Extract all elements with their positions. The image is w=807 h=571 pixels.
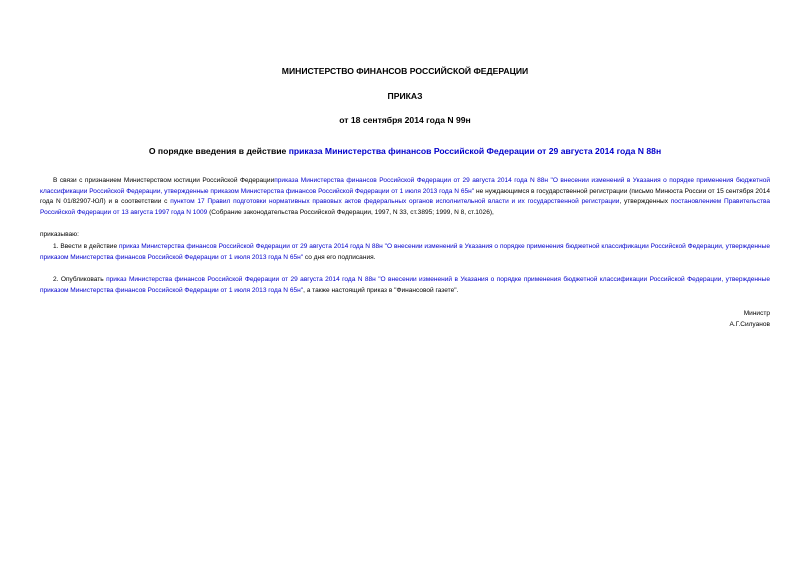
subject-link[interactable]: приказа Министерства финансов Российской Федерации от 29 августа 2014 года N 88н [288, 146, 662, 156]
signature-name: А.Г.Силуанов [729, 320, 770, 328]
item2-text-1: 2. Опубликовать [53, 276, 107, 284]
document-page [40, 66, 770, 331]
item1-link-order-88n[interactable]: приказ Министерства финансов Российской Федерации от 29 августа 2014 года N 88н "О внесении изменений в Указания о порядке применения бюджетной классификации Российской Федерации, утвержденные приказом Министерства финансов Российской Федерации от 1 июля 2013 года N 65н" [40, 242, 770, 261]
document-date-number: от 18 сентября 2014 года N 99н [339, 115, 471, 125]
item2-text-2: , а также настоящий приказ в "Финансовой газете". [303, 286, 459, 294]
intro-text-2: не нуждающимся в государственной регистрации (письмо Минюста России от 15 сентября 2014 года N 01/82907-ЮЛ) и в соответствии с [40, 187, 771, 206]
order-item-1 [40, 242, 770, 263]
subject-prefix: О порядке введения в действие [148, 146, 289, 156]
intro-text-4: (Собрание законодательства Российской Федерации, 1997, N 33, ст.3895; 1999, N 8, ст.1026), [207, 208, 494, 216]
ministry-title: МИНИСТЕРСТВО ФИНАНСОВ РОССИЙСКОЙ ФЕДЕРАЦИИ [281, 66, 529, 76]
order-item-2 [40, 275, 770, 296]
intro-paragraph [40, 176, 770, 218]
item1-text-2: со дня его подписания. [303, 253, 376, 261]
intro-link-rules-point-17[interactable]: пунктом 17 Правил подготовки нормативных правовых актов федеральных органов исполнительной власти и их государственной регистрации [170, 198, 620, 206]
signature-title: Министр [743, 310, 770, 318]
document-subject [40, 146, 770, 157]
item1-text-1: 1. Ввести в действие [53, 242, 119, 250]
intro-text-1: В связи с признанием Министерством юстиции Российской Федерации [53, 177, 275, 184]
item2-link-order-88n[interactable]: приказ Министерства финансов Российской Федерации от 29 августа 2014 года N 88н "О внесении изменений в Указания о порядке применения бюджетной классификации Российской Федерации, утвержденные приказом Министерства финансов Российской Федерации от 1 июля 2013 года N 65н" [40, 276, 770, 294]
document-type: ПРИКАЗ [387, 91, 423, 101]
order-word: приказываю: [40, 231, 79, 239]
intro-text-3: , утвержденных [619, 198, 671, 206]
intro-link-order-88n[interactable]: приказа Министерства финансов Российской Федерации от 29 августа 2014 года N 88н "О внесении изменений в Указания о порядке применения бюджетной классификации Российской Федерации, утвержденные приказом Министерства финансов Российской Федерации от 1 июля 2013 года N 65н" [40, 177, 770, 195]
intro-link-government-decree[interactable]: постановлением Правительства Российской Федерации от 13 августа 1997 года N 1009 [40, 198, 771, 216]
